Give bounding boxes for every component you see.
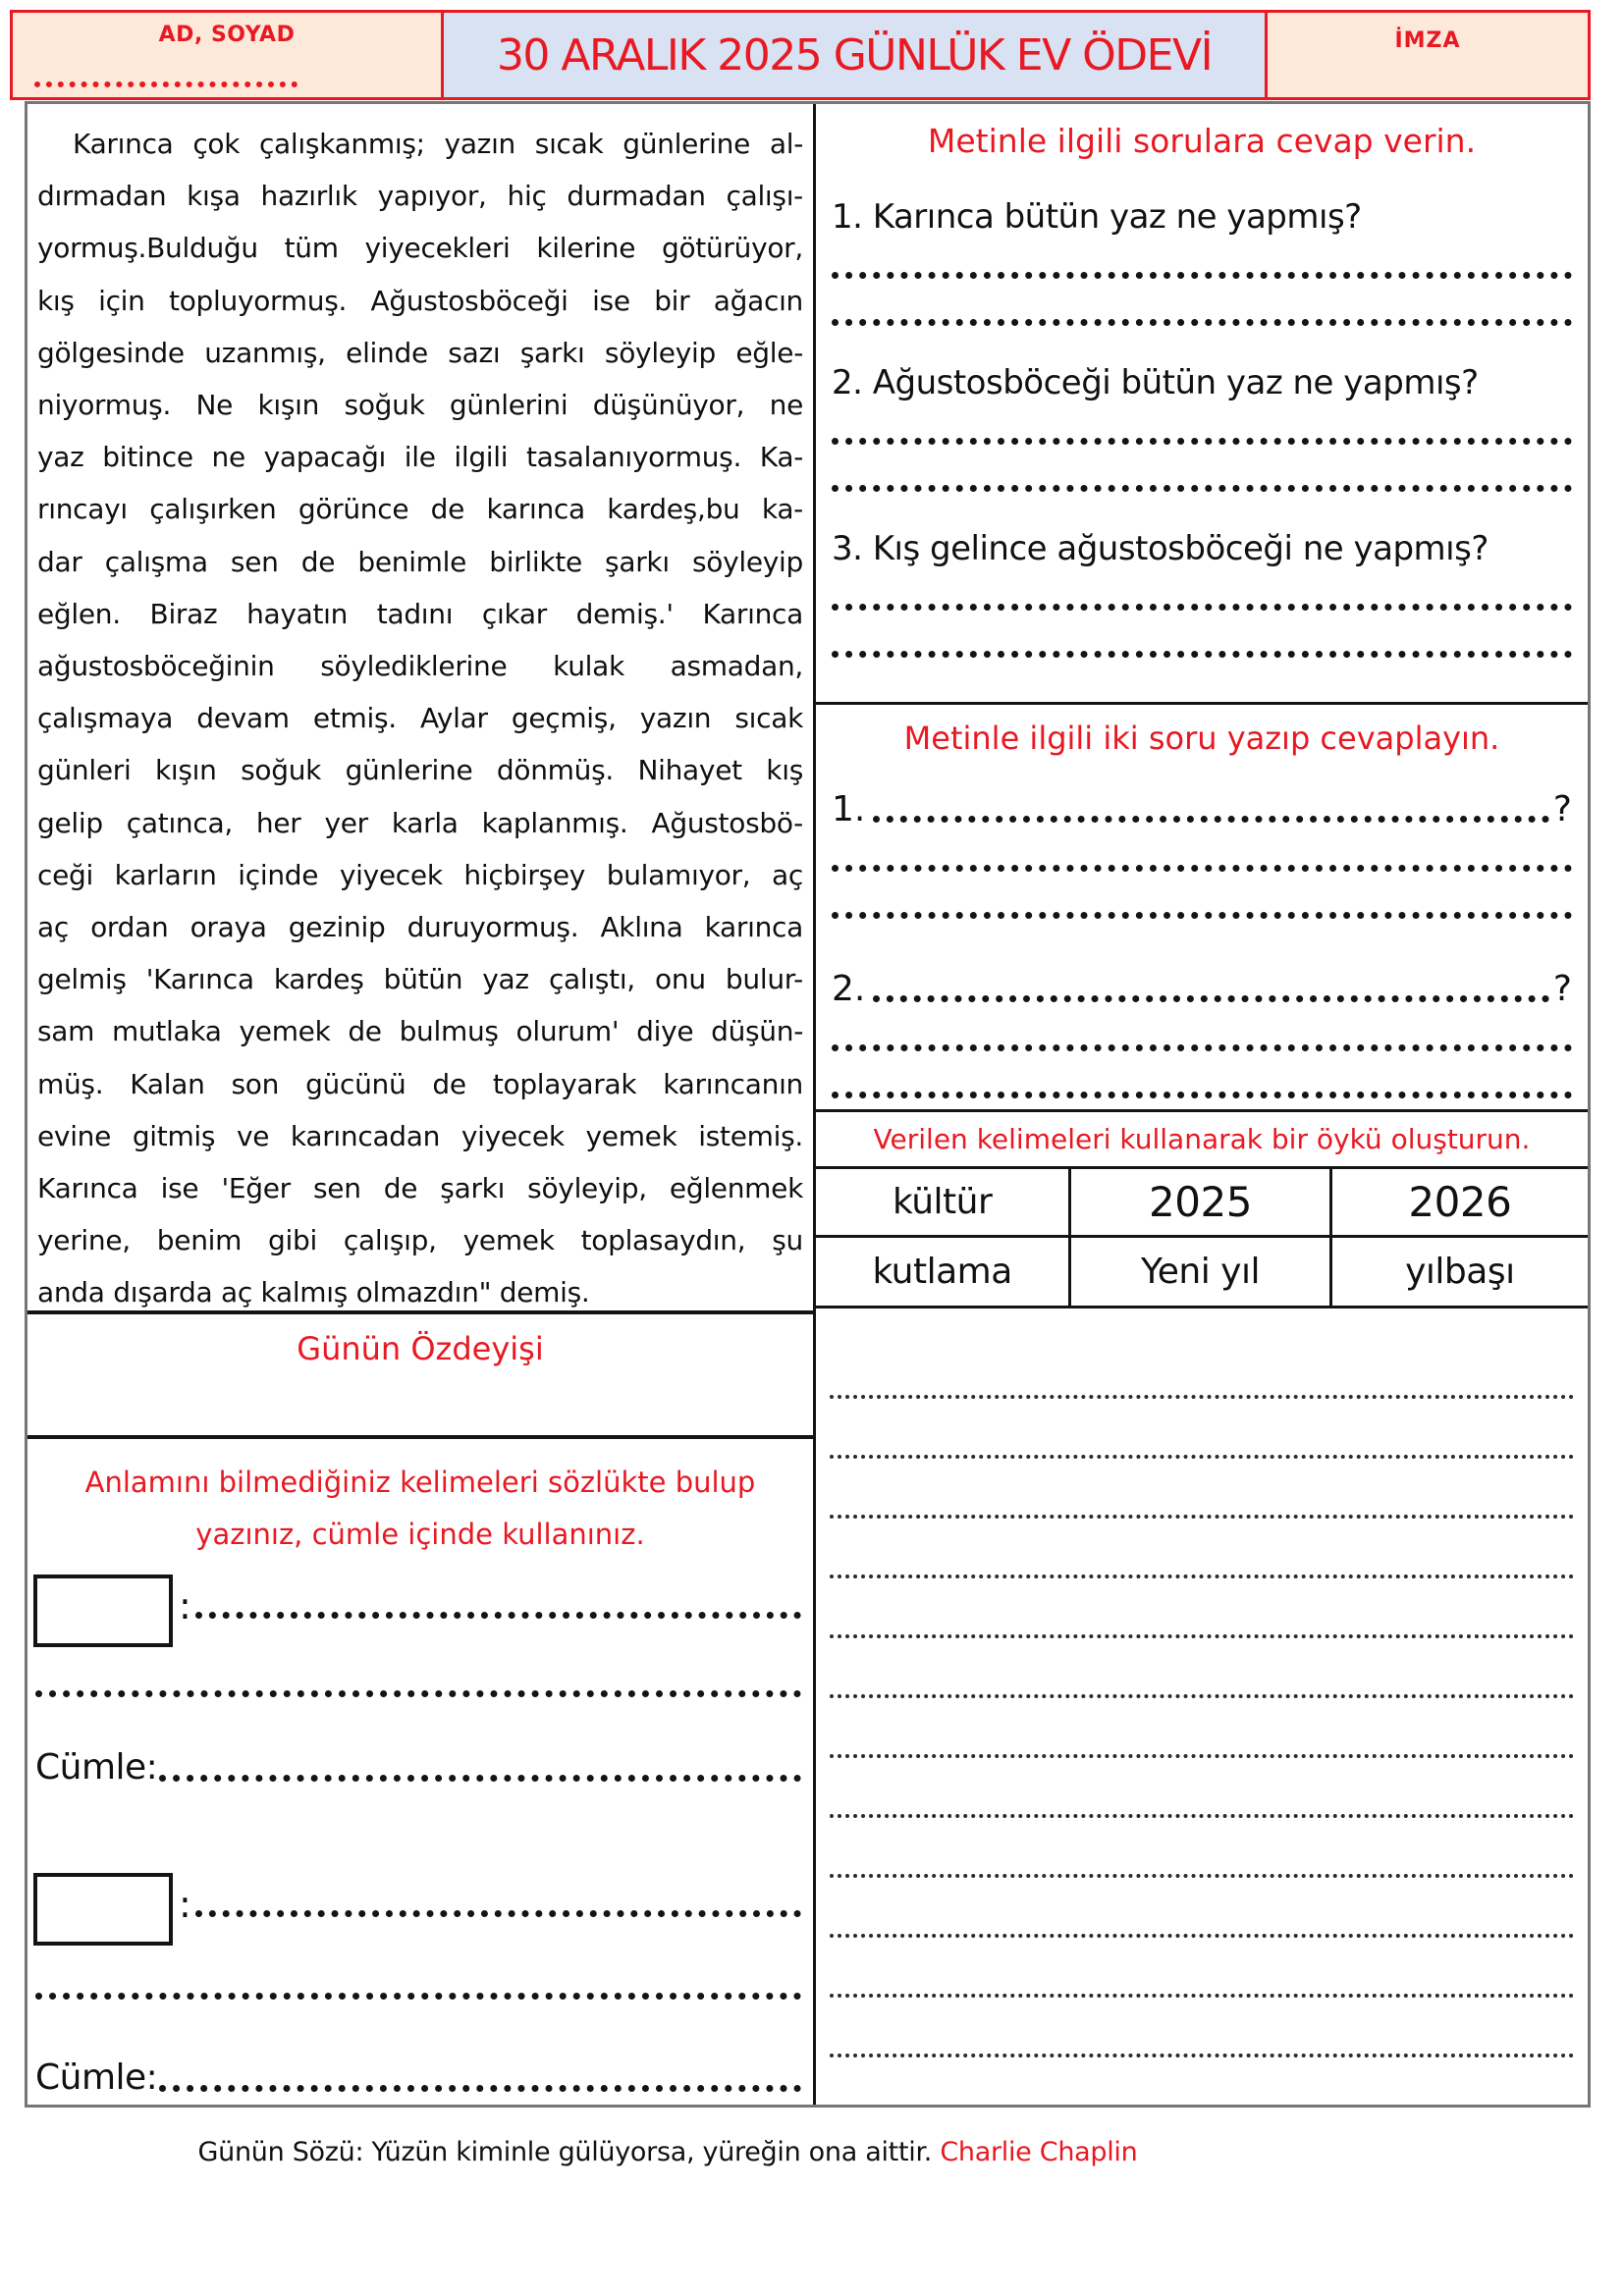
title-cell xyxy=(441,10,1268,100)
section-heading: Metinle ilgili sorulara cevap verin. xyxy=(927,122,1477,160)
write-question-2[interactable] xyxy=(832,962,1572,1009)
right-column xyxy=(816,104,1588,2105)
name-fill-line[interactable] xyxy=(34,81,298,87)
dictionary-instruction-line2: yazınız, cümle içinde kullanınız. xyxy=(195,1518,645,1551)
answer-line[interactable] xyxy=(832,651,1572,658)
story-line: dar çalışma sen de benimle birlikte şarkı söyleyip xyxy=(37,545,803,578)
story-line: rıncayı çalışırken görünce de karınca kardeş,bu ka- xyxy=(37,493,803,526)
dictionary-instruction xyxy=(27,1457,813,1561)
word-cell: yılbaşı xyxy=(1405,1251,1515,1292)
header xyxy=(10,10,1591,100)
story-writing-line[interactable] xyxy=(830,1994,1574,1998)
story-line: sam mutlaka yemek de bulmuş olurum' diye düşün- xyxy=(37,1015,803,1048)
sentence-line-2[interactable] xyxy=(35,2052,801,2099)
story-line: dırmadan kışa hazırlık yapıyor, hiç durmadan çalışı- xyxy=(37,180,803,213)
story-line: Karınca ise 'Eğer sen de şarkı söyleyip, eğlenmek xyxy=(37,1172,803,1205)
definition-fill-line-4[interactable] xyxy=(35,1993,801,2000)
story-writing-line[interactable] xyxy=(830,1395,1574,1399)
word-box-1[interactable] xyxy=(33,1575,173,1647)
story-line: evine gitmiş ve karıncadan yiyecek yemek istemiş. xyxy=(37,1119,803,1152)
footer-quote-text: Yüzün kiminle gülüyorsa, yüreğin ona aittir. xyxy=(371,2137,933,2167)
definition-fill-line-2[interactable] xyxy=(35,1690,801,1697)
story-line: niyormuş. Ne kışın soğuk günlerini düşünüyor, ne xyxy=(37,389,803,422)
answer-questions-section xyxy=(816,104,1588,705)
story-line: çalışmaya devam etmiş. Aylar geçmiş, yazın sıcak xyxy=(37,702,803,735)
definition-fill-line[interactable] xyxy=(195,1910,801,1917)
story-line: yerine, benim gibi çalışıp, yemek toplasaydın, şu xyxy=(37,1224,803,1257)
story-words-heading-strip xyxy=(816,1112,1588,1169)
story-line: gelmiş 'Karınca kardeş bütün yaz çalıştı, onu bulur- xyxy=(37,963,803,996)
story-line: ağustosböceğinin söylediklerine kulak asmadan, xyxy=(37,650,803,683)
answer-line[interactable] xyxy=(832,1092,1572,1098)
story-line: Karınca çok çalışkanmış; yazın sıcak günlerine al- xyxy=(73,128,803,160)
footer-author: Charlie Chaplin xyxy=(940,2137,1138,2167)
name-cell xyxy=(10,10,444,100)
question-1: 1. Karınca bütün yaz ne yapmış? xyxy=(832,197,1362,237)
word-cell: 2025 xyxy=(1071,1169,1331,1238)
story-writing-line[interactable] xyxy=(830,1814,1574,1818)
story-writing-line[interactable] xyxy=(830,1515,1574,1519)
write-questions-section xyxy=(816,705,1588,1112)
sentence-fill-line[interactable] xyxy=(159,1775,801,1782)
quote-of-day-title: Günün Özdeyişi xyxy=(297,1330,544,1367)
section-heading: Metinle ilgili iki soru yazıp cevaplayın. xyxy=(903,720,1500,757)
story-line: aç ordan oraya gezinip duruyormuş. Aklına karınca xyxy=(37,911,803,944)
answer-line[interactable] xyxy=(832,865,1572,872)
answer-line[interactable] xyxy=(832,912,1572,919)
answer-line[interactable] xyxy=(832,272,1572,279)
story-line: anda dışarda aç kalmış olmazdın" demiş. xyxy=(37,1276,590,1309)
sentence-label: Cümle: xyxy=(35,1747,158,1788)
word-box-2[interactable] xyxy=(33,1873,173,1946)
left-column xyxy=(27,104,816,2105)
story-writing-line[interactable] xyxy=(830,1754,1574,1758)
word-definition-line-2[interactable] xyxy=(179,1879,801,1924)
word-cell: kutlama xyxy=(816,1238,1071,1307)
question-fill-line[interactable] xyxy=(873,816,1549,823)
answer-line[interactable] xyxy=(832,485,1572,492)
story-line: gelip çatınca, her yer karla kaplanmış. Ağustosbö- xyxy=(37,806,803,839)
story-writing-line[interactable] xyxy=(830,1874,1574,1878)
write-question-1[interactable] xyxy=(832,782,1572,829)
question-mark: ? xyxy=(1552,969,1572,1009)
sentence-fill-line[interactable] xyxy=(159,2085,801,2092)
story-line: yormuş.Bulduğu tüm yiyecekleri kilerine götürüyor, xyxy=(37,232,803,265)
question-number: 2. xyxy=(832,969,866,1009)
story-writing-line[interactable] xyxy=(830,1455,1574,1459)
story-line: gölgesinde uzanmış, elinde sazı şarkı söyleyip eğle- xyxy=(37,336,803,369)
name-label: AD, SOYAD xyxy=(158,23,296,47)
answer-line[interactable] xyxy=(832,319,1572,326)
dictionary-instruction-line1: Anlamını bilmediğiniz kelimeleri sözlükte bulup xyxy=(84,1466,756,1499)
question-3: 3. Kış gelince ağustosböceği ne yapmış? xyxy=(832,529,1489,568)
question-mark: ? xyxy=(1552,789,1572,829)
quote-of-day-box[interactable] xyxy=(27,1310,813,1439)
definition-fill-line[interactable] xyxy=(195,1612,801,1619)
signature-cell[interactable] xyxy=(1265,10,1591,100)
word-bank-table xyxy=(816,1169,1588,1308)
colon: : xyxy=(179,1883,191,1926)
question-fill-line[interactable] xyxy=(873,995,1549,1002)
answer-line[interactable] xyxy=(832,438,1572,445)
sentence-line-1[interactable] xyxy=(35,1741,801,1789)
question-number: 1. xyxy=(832,789,866,829)
story-writing-line[interactable] xyxy=(830,1575,1574,1578)
body-frame xyxy=(25,101,1591,2108)
story-line: müş. Kalan son gücünü de toplayarak karıncanın xyxy=(37,1067,803,1100)
signature-label: İMZA xyxy=(1394,28,1461,53)
story-line: ceği karların içinde yiyecek hiçbirşey bulamıyor, aç xyxy=(37,858,803,891)
section-heading: Verilen kelimeleri kullanarak bir öykü oluşturun. xyxy=(873,1123,1531,1155)
footer-label: Günün Sözü: xyxy=(197,2137,364,2167)
question-2: 2. Ağustosböceği bütün yaz ne yapmış? xyxy=(832,363,1479,402)
sentence-label: Cümle: xyxy=(35,2057,158,2098)
story-writing-line[interactable] xyxy=(830,1934,1574,1938)
story-writing-line[interactable] xyxy=(830,1634,1574,1638)
word-cell: kültür xyxy=(816,1169,1071,1238)
story-line: yaz bitince ne yapacağı ile ilgili tasalanıyormuş. Ka- xyxy=(37,441,803,474)
answer-line[interactable] xyxy=(832,604,1572,611)
story-text xyxy=(37,118,803,1319)
story-line: günleri kışın soğuk günlerine dönmüş. Nihayet kış xyxy=(37,754,803,787)
word-cell: Yeni yıl xyxy=(1071,1238,1331,1307)
story-writing-line[interactable] xyxy=(830,2054,1574,2057)
word-definition-line-1[interactable] xyxy=(179,1580,801,1626)
story-writing-line[interactable] xyxy=(830,1694,1574,1698)
story-line: kış için topluyormuş. Ağustosböceği ise bir ağacın xyxy=(37,284,803,317)
colon: : xyxy=(179,1584,191,1628)
answer-line[interactable] xyxy=(832,1044,1572,1051)
story-line: eğlen. Biraz hayatın tadını çıkar demiş.' Karınca xyxy=(37,597,803,630)
story-writing-area xyxy=(816,1308,1588,2105)
word-cell: 2026 xyxy=(1332,1169,1588,1238)
footer-quote xyxy=(113,2137,1222,2167)
page-title: 30 ARALIK 2025 GÜNLÜK EV ÖDEVİ xyxy=(496,29,1213,80)
